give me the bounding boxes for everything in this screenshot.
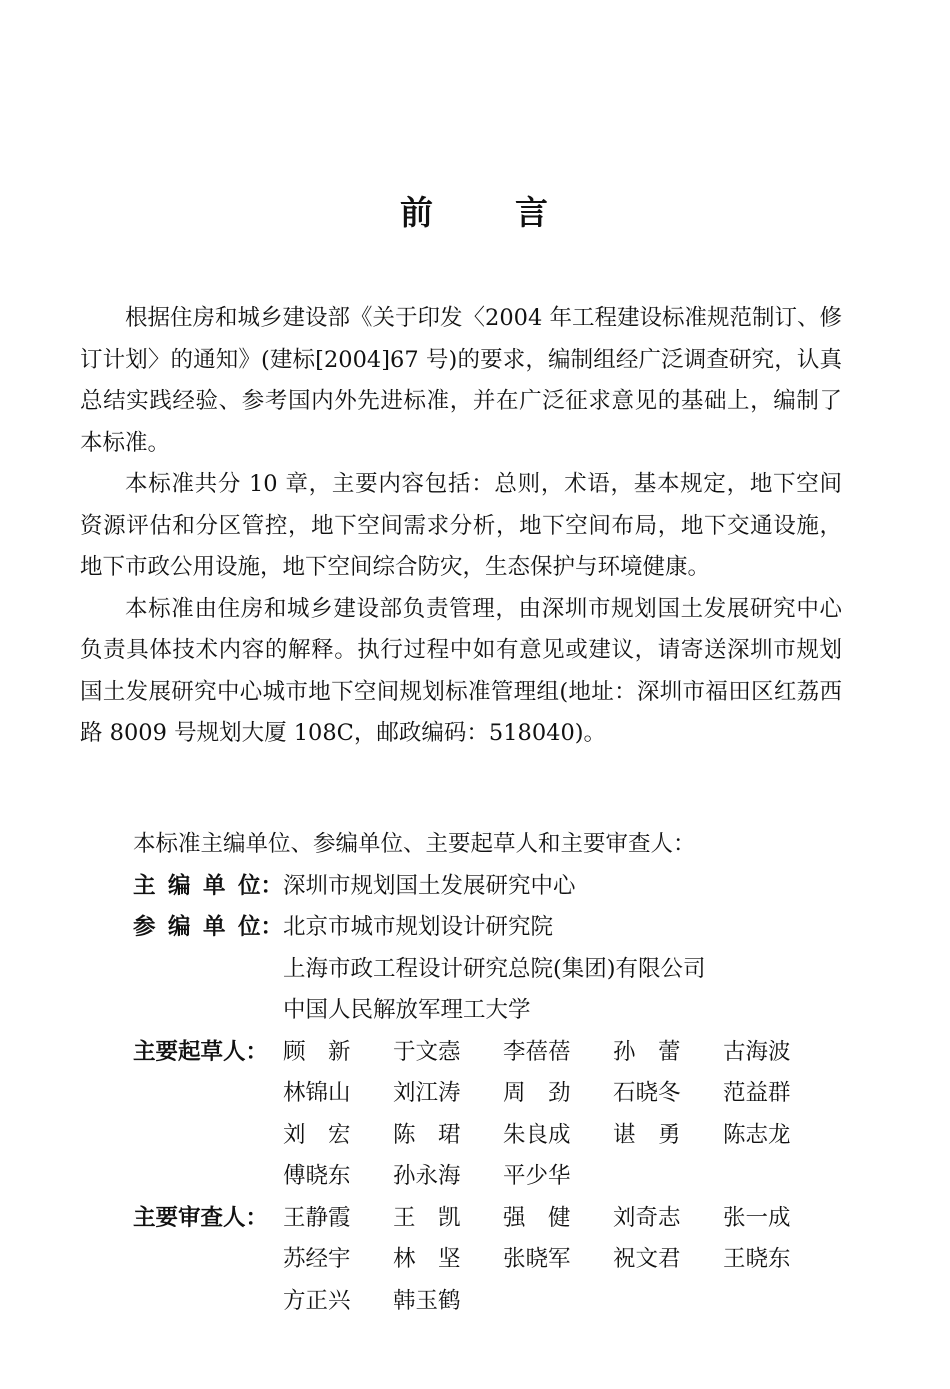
person-name: 于文悫 [393, 1038, 461, 1065]
contributors-intro-row [133, 824, 853, 866]
reviewers-names [283, 1198, 833, 1240]
participating-unit-value: 北京市城市规划设计研究院 [283, 914, 554, 940]
person-name: 孙永海 [393, 1163, 461, 1189]
reviewers-names [283, 1239, 833, 1281]
contributors-intro: 本标准主编单位、参编单位、主要起草人和主要审查人： [133, 831, 696, 857]
person-name: 林 坚 [393, 1246, 461, 1272]
person-name: 古海波 [723, 1038, 791, 1065]
person-name: 平少华 [503, 1163, 571, 1189]
title-char-1: 前 [400, 193, 435, 232]
person-name: 王晓东 [723, 1246, 791, 1272]
page-title [0, 188, 950, 238]
paragraph-contents: 本标准共分 10 章，主要内容包括：总则，术语，基本规定，地下空间资源评估和分区管控，地下空间需求分析，地下空间布局，地下交通设施，地下市政公用设施，地下空间综合防灾，生态保护与环境健康。 [80, 471, 842, 580]
person-name: 刘 宏 [283, 1121, 351, 1148]
person-name: 李蓓蓓 [503, 1038, 571, 1065]
person-name: 苏经宇 [283, 1246, 351, 1272]
person-name: 王静霞 [283, 1204, 351, 1231]
participating-unit-row [133, 990, 853, 1032]
person-name: 孙 蕾 [613, 1038, 681, 1065]
person-name: 张晓军 [503, 1246, 571, 1272]
person-name: 刘江涛 [393, 1080, 461, 1106]
title-char-2: 言 [515, 193, 550, 232]
person-name: 林锦山 [283, 1080, 351, 1106]
drafters-row [133, 1115, 853, 1157]
drafters-label: 主要起草人： [133, 1038, 269, 1065]
drafters-names [283, 1115, 833, 1157]
person-name: 方正兴 [283, 1287, 351, 1314]
reviewers-row [133, 1281, 853, 1323]
paragraph-management: 本标准由住房和城乡建设部负责管理，由深圳市规划国土发展研究中心负责具体技术内容的解释。执行过程中如有意见或建议，请寄送深圳市规划国土发展研究中心城市地下空间规划标准管理组(地址：深圳市福田区红荔西路 8009 号规划大厦 108C，邮政编码：518040)。 [80, 595, 842, 746]
participating-unit-label: 参 编 单 位： [133, 914, 284, 940]
participating-unit-row [133, 907, 853, 949]
person-name: 周 劲 [503, 1080, 571, 1106]
person-name: 强 健 [503, 1204, 571, 1231]
person-name: 陈 珺 [393, 1121, 461, 1148]
person-name: 傅晓东 [283, 1163, 351, 1189]
participating-unit-value: 上海市政工程设计研究总院(集团)有限公司 [283, 955, 706, 982]
person-name: 朱良成 [503, 1121, 571, 1148]
drafters-names [283, 1156, 613, 1198]
contributors-list [133, 824, 853, 1322]
drafters-names [283, 1032, 833, 1074]
person-name: 王 凯 [393, 1204, 461, 1231]
drafters-names [283, 1073, 833, 1115]
person-name: 祝文君 [613, 1246, 681, 1272]
drafters-row [133, 1032, 853, 1074]
person-name: 张一成 [723, 1204, 791, 1231]
person-name: 顾 新 [283, 1038, 351, 1065]
person-name: 韩玉鹤 [393, 1287, 461, 1314]
person-name: 陈志龙 [723, 1121, 791, 1148]
reviewers-label: 主要审查人： [133, 1204, 269, 1231]
participating-unit-row [133, 949, 853, 991]
reviewers-row [133, 1198, 853, 1240]
person-name: 刘奇志 [613, 1204, 681, 1231]
reviewers-names [283, 1281, 503, 1323]
drafters-row [133, 1073, 853, 1115]
paragraph-basis: 根据住房和城乡建设部《关于印发〈2004 年工程建设标准规范制订、修订计划〉的通知》(建标[2004]67 号)的要求，编制组经广泛调查研究，认真总结实践经验、参考国内外先进标准，并在广泛征求意见的基础上，编制了本标准。 [80, 305, 842, 456]
chief-unit-label: 主 编 单 位： [133, 872, 284, 899]
chief-unit-row [133, 866, 853, 908]
person-name: 石晓冬 [613, 1080, 681, 1106]
drafters-row [133, 1156, 853, 1198]
reviewers-row [133, 1239, 853, 1281]
chief-unit-value: 深圳市规划国土发展研究中心 [283, 872, 576, 899]
participating-unit-value: 中国人民解放军理工大学 [283, 997, 531, 1023]
preface-body [80, 298, 842, 755]
person-name: 范益群 [723, 1080, 791, 1106]
person-name: 谌 勇 [613, 1121, 681, 1148]
